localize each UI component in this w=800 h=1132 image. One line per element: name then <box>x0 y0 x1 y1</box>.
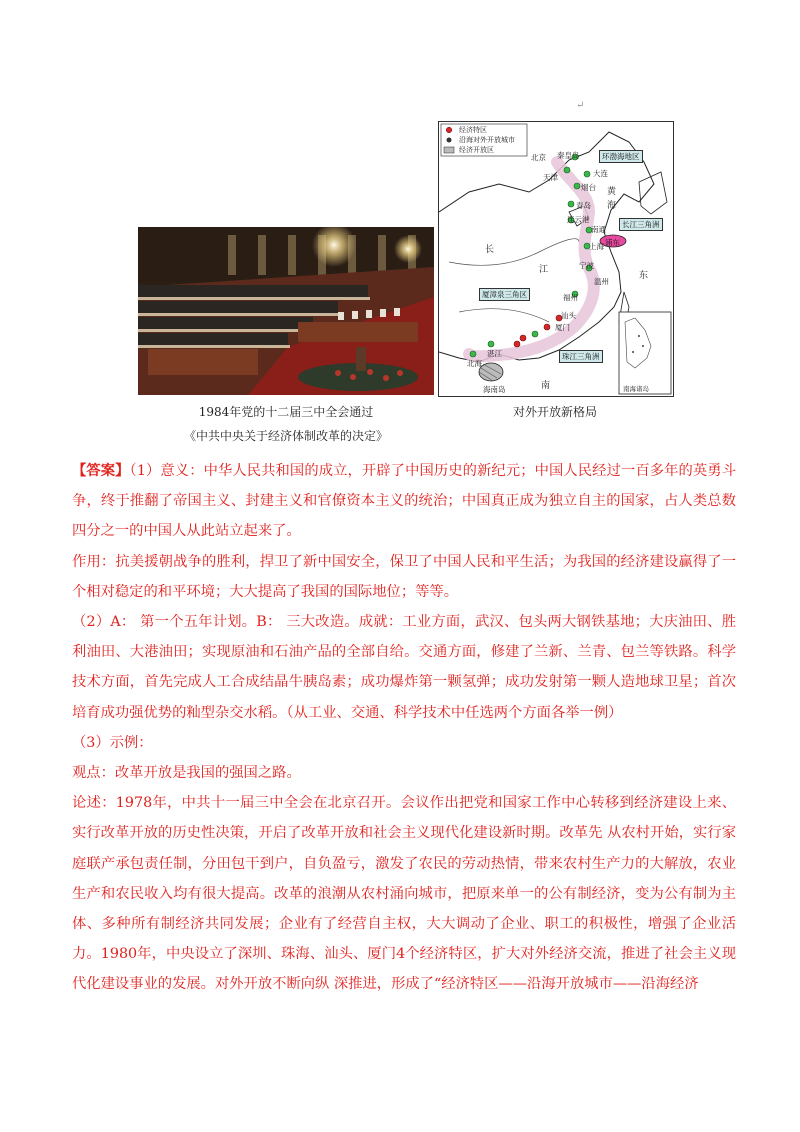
place-xiamen: 厦门 <box>555 323 570 332</box>
place-zhanjiang: 湛江 <box>487 349 502 358</box>
plenary-session-photo <box>138 227 434 395</box>
answer-paragraph-3: （2）A： 第一个五年计划。B： 三大改造。成就：工业方面，武汉、包头两大钢铁基地；大庆油田、胜利油田、大港油田；实现原油和石油产品的全部自给。交通方面，修建了兰新、兰青、包兰等铁路。科学技术方面，首先完成人工合成结晶牛胰岛素；成功爆炸第一颗氢弹；成功发射第一颗人造地球卫星；首次培育成功强优势的籼型杂交水稻。（从工业、交通、科学技术中任选两个方面各举一例） <box>72 614 736 721</box>
place-qinhuangdao: 秦皇岛 <box>557 151 580 160</box>
paragraph-mark: ↵ <box>576 100 585 111</box>
answer-tag: 【答案】 <box>72 463 130 479</box>
answer-paragraph-5: 观点：改革开放是我国的强国之路。 <box>72 765 301 782</box>
place-fuzhou: 福州 <box>563 293 578 302</box>
answer-paragraph-2: 作用：抗美援朝战争的胜利，捍卫了新中国安全，保卫了中国人民和平生活；为我国的经济建设赢得了一个相对稳定的和平环境；大大提高了我国的国际地位；等等。 <box>72 553 736 600</box>
place-qingdao: 青岛 <box>576 201 591 210</box>
legend-open-region: 经济开放区 <box>459 146 494 154</box>
answer-text-1: （1）意义：中华人民共和国的成立，开辟了中国历史的新纪元；中国人民经过一百多年的英勇斗争，终于推翻了帝国主义、封建主义和官僚资本主义的统治；中国真正成为独立自主的国家，占人类总数四分之一的中国人从此站立起来了。 <box>72 463 736 540</box>
answer-paragraph-1 <box>72 456 736 547</box>
place-beihai: 北海 <box>467 359 482 368</box>
region-pearl-delta: 珠江三角洲 <box>559 350 603 363</box>
answer-paragraph-6: 论述：1978年，中共十一届三中全会在北京召开。会议作出把党和国家工作中心转移到经济建设上来、实行改革开放的历史性决策，开启了改革开放和社会主义现代化建设新时期。改革先 从农村开始，实行家庭联产承包责任制，分田包干到户，自负盈亏，激发了农民的劳动热情，带来农村生产力的大解放，农业生产和农民收入均有很大提高。改革的浪潮从农村涌向城市，把原来单一的公有制经济，变为公有制为主体、多种所有制经济共同发展；企业有了经营自主权，大大调动了企业、职工的积极性，增强了企业活力。1980年，中央设立了深圳、珠海、汕头、厦门4个经济特区，扩大对外经济交流，推进了社会主义现代化建设事业的发展。对外开放不断向纵 深推进，形成了“经济特区——沿海开放城市——沿海经济 <box>72 795 736 993</box>
place-wenzhou: 温州 <box>594 277 609 286</box>
sea-label-yellow-2: 海 <box>607 201 617 211</box>
region-bohai: 环渤海地区 <box>599 150 643 163</box>
answer-paragraph-4: （3）示例： <box>72 734 153 751</box>
plenary-session-illustration <box>138 227 434 395</box>
river-label-jiang: 江 <box>539 265 549 275</box>
place-yantai: 烟台 <box>581 183 596 192</box>
place-lianyungang: 连云港 <box>567 215 590 224</box>
sea-label-yellow: 黄 <box>607 187 617 197</box>
inset-south-sea-islands: 南海诸岛 <box>623 385 649 393</box>
map-illustration <box>439 122 673 396</box>
place-dalian: 大连 <box>593 169 608 178</box>
answer-section <box>72 456 736 1000</box>
photo-caption-line2: 《中共中央关于经济体制改革的决定》 <box>183 429 388 443</box>
place-tianjin: 天津 <box>543 173 558 182</box>
map-caption: 对外开放新格局 <box>512 405 597 419</box>
sea-label-east: 东 <box>639 271 649 281</box>
sea-label-south: 南 <box>541 381 551 391</box>
legend-open-city: 沿海对外开放城市 <box>459 136 515 144</box>
region-pudong: 浦东 <box>605 238 620 247</box>
open-policy-map <box>438 121 674 397</box>
place-nantong: 南通 <box>591 225 606 234</box>
river-label-chang: 长 <box>485 245 495 255</box>
place-hainan: 海南岛 <box>483 385 506 394</box>
photo-caption-line1: 1984年党的十二届三中全会通过 <box>198 405 374 419</box>
place-shanghai: 上海 <box>589 242 604 251</box>
region-yangtze-delta: 长江三角洲 <box>619 218 663 231</box>
place-ningbo: 宁波 <box>579 261 594 270</box>
region-xiazhangquan: 厦漳泉三角区 <box>479 288 530 301</box>
place-shantou: 汕头 <box>561 311 576 320</box>
place-beijing: 北京 <box>531 153 546 162</box>
legend-special-zone: 经济特区 <box>459 126 487 134</box>
